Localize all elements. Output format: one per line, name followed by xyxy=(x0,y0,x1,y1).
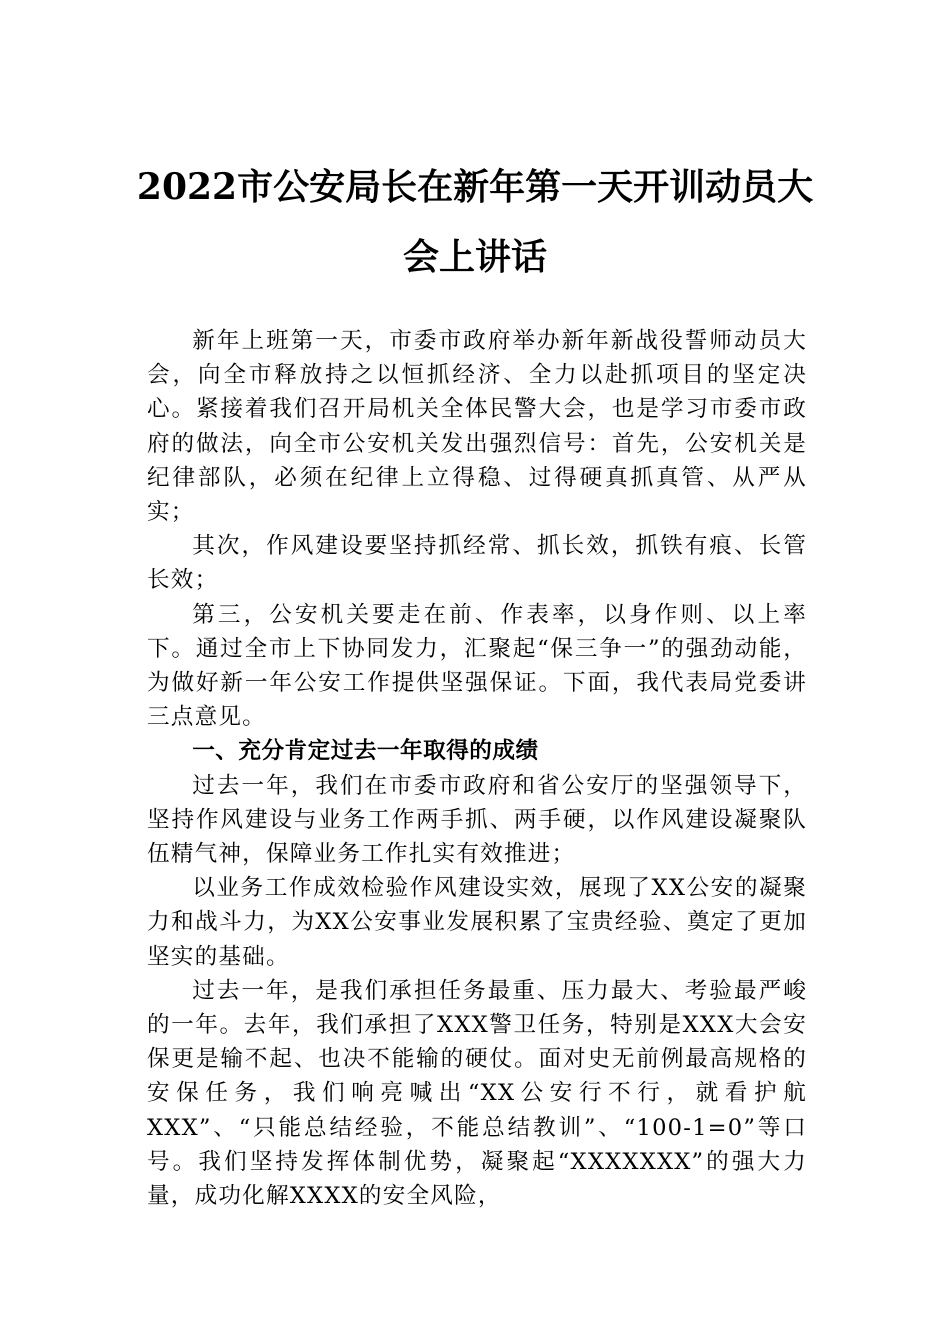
paragraph: 过去一年，我们在市委市政府和省公安厅的坚强领导下，坚持作风建设与业务工作两手抓、两手硬，以作风建设凝聚队伍精气神，保障业务工作扎实有效推进； xyxy=(147,772,807,868)
title-line-1: 2022市公安局长在新年第一天开训动员大 xyxy=(136,166,814,208)
section-heading: 一、充分肯定过去一年取得的成绩 xyxy=(192,738,539,765)
paragraph: 新年上班第一天，市委市政府举办新年新战役誓师动员大会，向全市释放持之以恒抓经济、全力以赴抓项目的坚定决心。紧接着我们召开局机关全体民警大会，也是学习市委市政府的做法，向全市公安机关发出强烈信号：首先，公安机关是纪律部队，必须在纪律上立得稳、过得硬真抓真管、从严从实； xyxy=(147,328,807,526)
title-line-2: 会上讲话 xyxy=(402,236,547,278)
paragraph: 第三，公安机关要走在前、作表率，以身作则、以上率下。通过全市上下协同发力，汇聚起“保三争一”的强劲动能，为做好新一年公安工作提供坚强保证。下面，我代表局党委讲三点意见。 xyxy=(147,601,807,731)
paragraph: 其次，作风建设要坚持抓经常、抓长效，抓铁有痕、长管长效； xyxy=(147,533,807,594)
document-title xyxy=(120,152,830,292)
paragraph: 以业务工作成效检验作风建设实效，展现了XX公安的凝聚力和战斗力，为XX公安事业发展积累了宝贵经验、奠定了更加坚实的基础。 xyxy=(147,875,807,970)
paragraph: 过去一年，是我们承担任务最重、压力最大、考验最严峻的一年。去年，我们承担了XXX警卫任务，特别是XXX大会安保更是输不起、也决不能输的硬仗。面对史无前例最高规格的安保任务，我们响亮喊出“XX公安行不行，就看护航XXX”、“只能总结经验，不能总结教训”、“100-1=0”等口号。我们坚持发挥体制优势，凝聚起“XXXXXXX”的强大力量，成功化解XXXX的安全风险， xyxy=(147,977,807,1210)
document-body xyxy=(147,324,807,1213)
